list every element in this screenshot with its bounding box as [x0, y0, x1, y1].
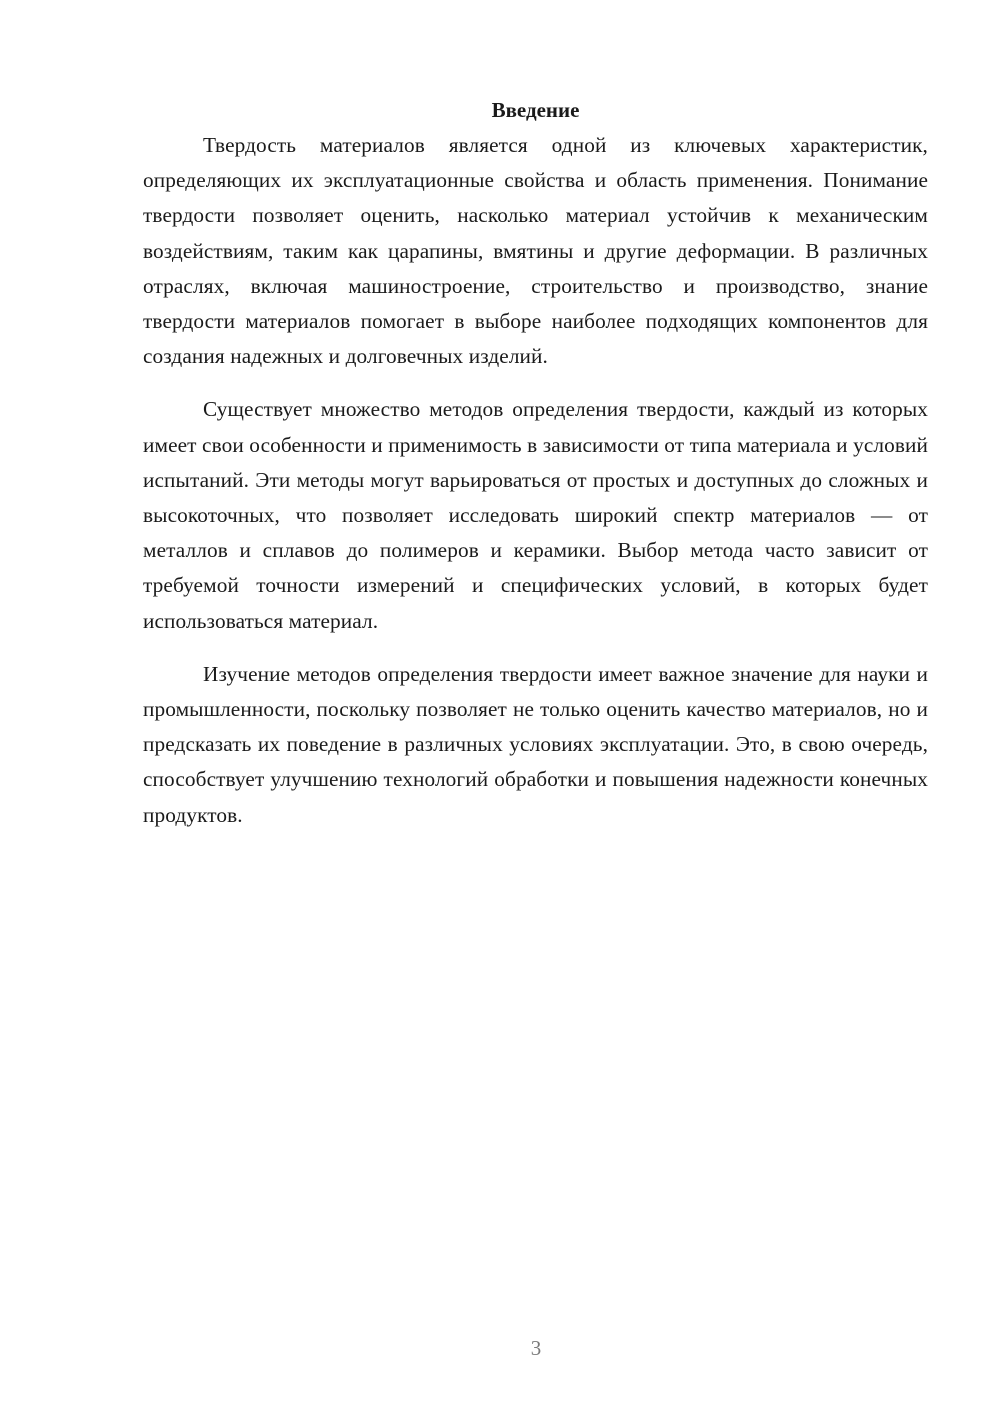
page-number: 3 [530, 1336, 542, 1360]
paragraph-3: Изучение методов определения твердости имеет важное значение для науки и промышленности, поскольку позволяет не только оценить качество материалов, но и предсказать их поведение в различных условиях эксплуатации. Это, в свою очередь, способствует улучшению технологий обработки и повышения надежности конечных продуктов. [143, 661, 928, 827]
page-content [143, 93, 928, 833]
section-title: Введение [491, 98, 580, 122]
paragraph-2: Существует множество методов определения твердости, каждый из которых имеет свои особенности и применимость в зависимости от типа материала и условий испытаний. Эти методы могут варьироваться от простых и доступных до сложных и высокоточных, что позволяет исследовать широкий спектр материалов — от металлов и сплавов до полимеров и керамики. Выбор метода часто зависит от требуемой точности измерений и специфических условий, в которых будет использоваться материал. [143, 397, 928, 633]
paragraph-1: Твердость материалов является одной из ключевых характеристик, определяющих их эксплуатационные свойства и область применения. Понимание твердости позволяет оценить, насколько материал устойчив к механическим воздействиям, таким как царапины, вмятины и другие деформации. В различных отраслях, включая машиностроение, строительство и производство, знание твердости материалов помогает в выборе наиболее подходящих компонентов для создания надежных и долговечных изделий. [143, 133, 928, 369]
